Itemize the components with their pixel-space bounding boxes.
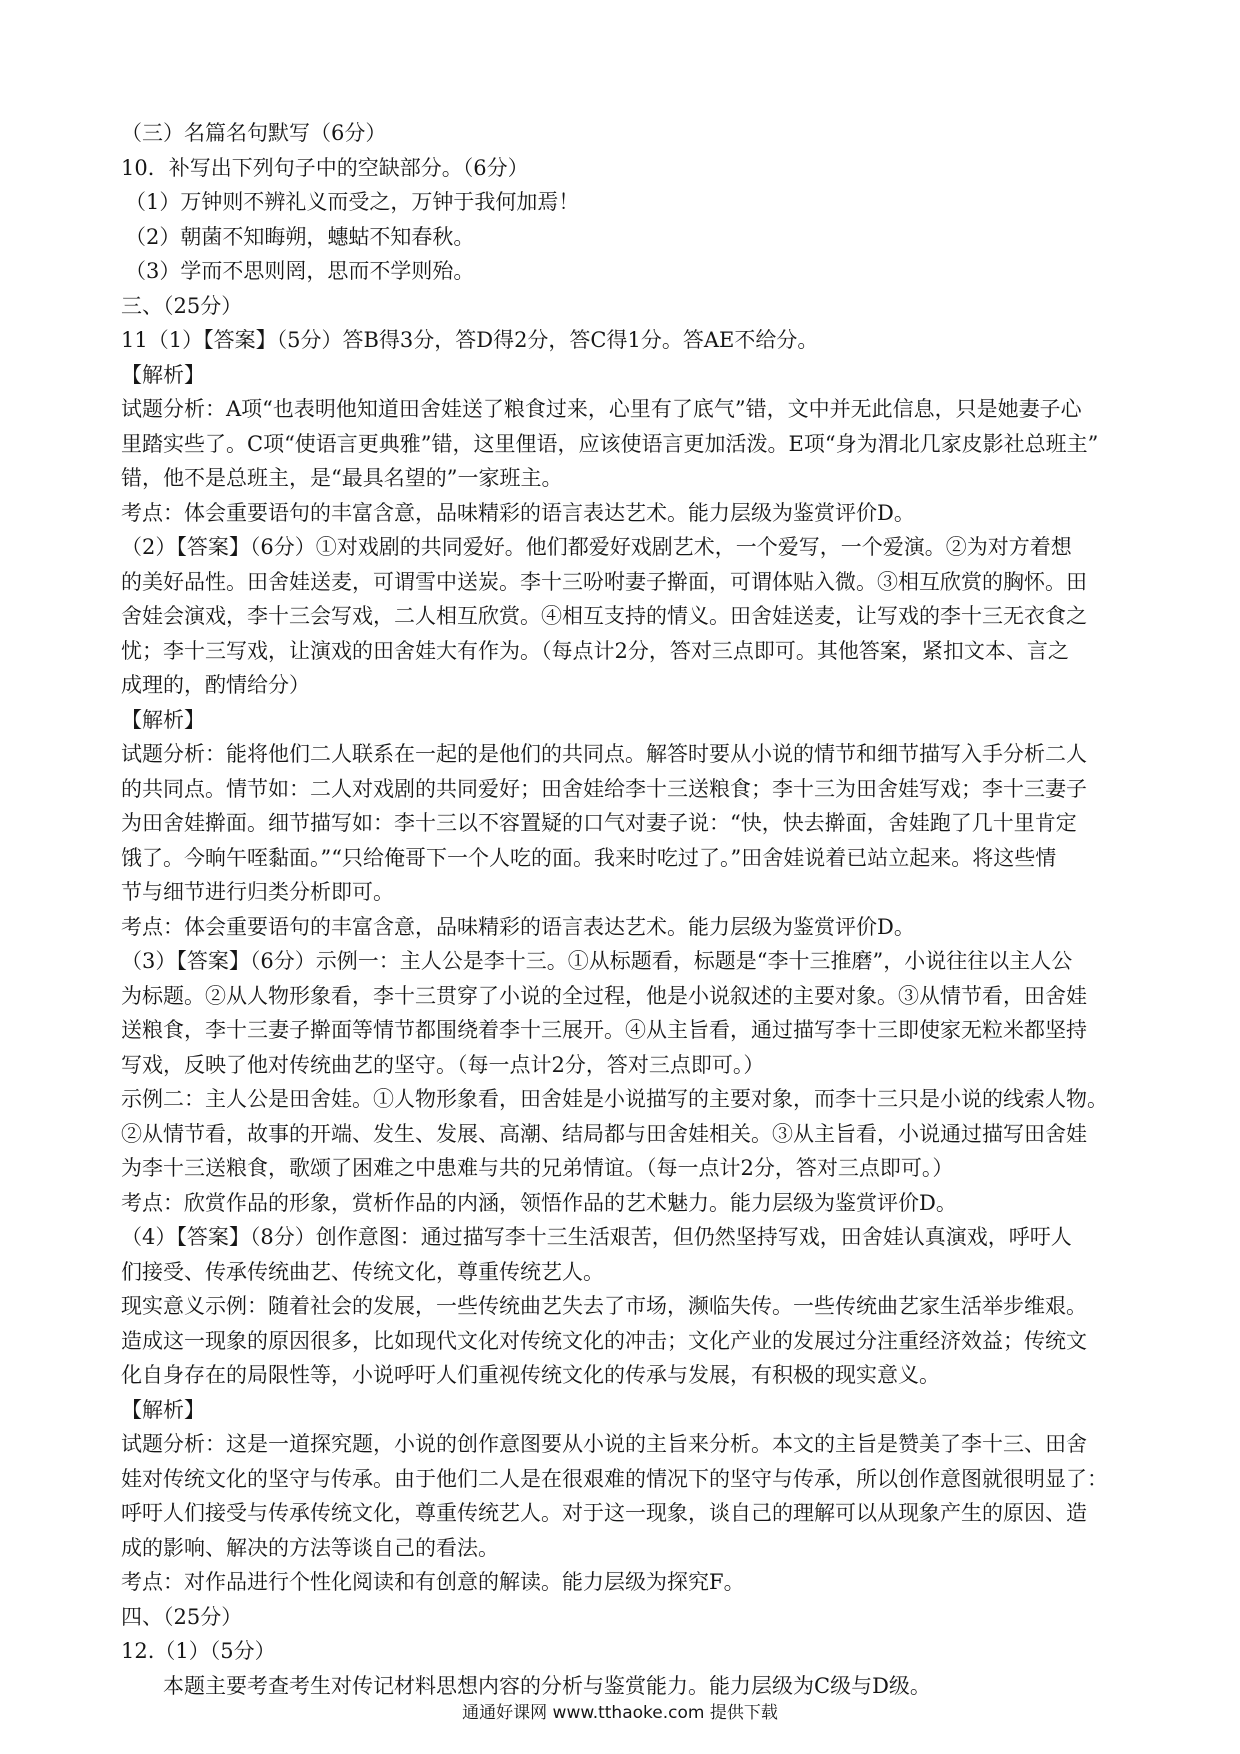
text-line: 娃对传统文化的坚守与传承。由于他们二人是在很艰难的情况下的坚守与传承，所以创作意图就很明显了： — [121, 1466, 1108, 1491]
question-heading: 11（1）【答案】（5分）答B得3分，答D得2分，答C得1分。答AE不给分。 — [121, 328, 819, 352]
text-line: 为标题。②从人物形象看，李十三贯穿了小说的全过程，他是小说叙述的主要对象。③从情节看，田舍娃 — [121, 983, 1087, 1008]
text-line: 成的影响、解决的方法等谈自己的看法。 — [121, 1535, 499, 1560]
text-line: 送粮食，李十三妻子擀面等情节都围绕着李十三展开。④从主旨看，通过描写李十三即使家无粒米都坚持 — [121, 1018, 1087, 1042]
text-line: 试题分析：A项“也表明他知道田舍娃送了粮食过来，心里有了底气”错，文中并无此信息，只是她妻子心 — [121, 397, 1082, 421]
text-line: 考点：欣赏作品的形象，赏析作品的内涵，领悟作品的艺术魅力。能力层级为鉴赏评价D。 — [121, 1190, 957, 1215]
text-line: （2）【答案】（6分）①对戏剧的共同爱好。他们都爱好戏剧艺术，一个爱写，一个爱演。②为对方着想 — [121, 535, 1072, 559]
text-line: （3）学而不思则罔，思而不学则殆。 — [125, 259, 475, 283]
text-line: 为田舍娃擀面。细节描写如：李十三以不容置疑的口气对妻子说：“快，快去擀面，舍娃跑了几十里肯定 — [121, 811, 1077, 835]
text-line: 示例二：主人公是田舍娃。①人物形象看，田舍娃是小说描写的主要对象，而李十三只是小说的线索人物。 — [121, 1087, 1108, 1111]
text-line: 化自身存在的局限性等，小说呼吁人们重视传统文化的传承与发展，有积极的现实意义。 — [121, 1363, 940, 1387]
text-line: 忧；李十三写戏，让演戏的田舍娃大有作为。（每点计2分，答对三点即可。其他答案，紧扣文本、言之 — [121, 638, 1069, 663]
text-line: （2）朝菌不知晦朔，蟪蛄不知春秋。 — [125, 224, 475, 249]
text-line: 舍娃会演戏，李十三会写戏，二人相互欣赏。④相互支持的情义。田舍娃送麦，让写戏的李十三无衣食之 — [121, 604, 1087, 628]
text-line: 本题主要考查考生对传记材料思想内容的分析与鉴赏能力。能力层级为C级与D级。 — [163, 1673, 931, 1698]
section-heading: 四、（25分） — [121, 1604, 243, 1629]
text-line: （1）万钟则不辨礼义而受之，万钟于我何加焉！ — [125, 190, 580, 214]
text-line: ②从情节看，故事的开端、发生、发展、高潮、结局都与田舍娃相关。③从主旨看，小说通过描写田舍娃 — [121, 1121, 1087, 1146]
text-line: 现实意义示例：随着社会的发展，一些传统曲艺失去了市场，濒临失传。一些传统曲艺家生活举步维艰。 — [121, 1294, 1087, 1318]
text-line: （3）【答案】（6分）示例一：主人公是李十三。①从标题看，标题是“李十三推磨”，小说往往以主人公 — [121, 949, 1073, 973]
text-line: 考点：体会重要语句的丰富含意，品味精彩的语言表达艺术。能力层级为鉴赏评价D。 — [121, 500, 915, 525]
text-line: 成理的，酌情给分） — [121, 673, 310, 697]
text-line: 造成这一现象的原因很多，比如现代文化对传统文化的冲击；文化产业的发展过分注重经济效益；传统文 — [121, 1328, 1087, 1353]
text-line: 呼吁人们接受与传承传统文化，尊重传统艺人。对于这一现象，谈自己的理解可以从现象产生的原因、造 — [121, 1501, 1087, 1525]
text-line: 的美好品性。田舍娃送麦，可谓雪中送炭。李十三吩咐妻子擀面，可谓体贴入微。③相互欣赏的胸怀。田 — [121, 569, 1087, 594]
question-heading: 10．补写出下列句子中的空缺部分。（6分） — [121, 155, 529, 180]
text-line: 考点：体会重要语句的丰富含意，品味精彩的语言表达艺术。能力层级为鉴赏评价D。 — [121, 914, 915, 939]
text-line: 们接受、传承传统曲艺、传统文化，尊重传统艺人。 — [121, 1259, 604, 1284]
text-line: 的共同点。情节如：二人对戏剧的共同爱好；田舍娃给李十三送粮食；李十三为田舍娃写戏；李十三妻子 — [121, 776, 1087, 801]
text-line: 饿了。今晌午咥黏面。”“只给俺哥下一个人吃的面。我来时吃过了。”田舍娃说着已站立起来。将这些情 — [121, 845, 1057, 870]
text-line: 试题分析：这是一道探究题，小说的创作意图要从小说的主旨来分析。本文的主旨是赞美了李十三、田舍 — [121, 1432, 1087, 1456]
analysis-label: 【解析】 — [121, 362, 205, 387]
text-line: 试题分析：能将他们二人联系在一起的是他们的共同点。解答时要从小说的情节和细节描写入手分析二人 — [121, 742, 1087, 766]
analysis-label: 【解析】 — [121, 1397, 205, 1422]
section-heading: （三）名篇名句默写（6分） — [121, 121, 387, 145]
page-footer: 通通好课网 www.tthaoke.com 提供下载 — [462, 1703, 778, 1723]
text-line: 里踏实些了。C项“使语言更典雅”错，这里俚语，应该使语言更加活泼。E项“身为渭北几家皮影社总班主” — [121, 431, 1099, 456]
answer-content — [121, 116, 1121, 1703]
text-line: 节与细节进行归类分析即可。 — [121, 880, 394, 904]
text-line: （4）【答案】（8分）创作意图：通过描写李十三生活艰苦，但仍然坚持写戏，田舍娃认真演戏，呼吁人 — [121, 1225, 1072, 1249]
text-line: 考点：对作品进行个性化阅读和有创意的解读。能力层级为探究F。 — [121, 1570, 745, 1594]
text-line: 错，他不是总班主，是“最具名望的”一家班主。 — [121, 466, 563, 490]
question-heading: 12.（1）（5分） — [121, 1639, 276, 1663]
text-line: 写戏，反映了他对传统曲艺的坚守。（每一点计2分，答对三点即可。） — [121, 1052, 765, 1077]
analysis-label: 【解析】 — [121, 707, 205, 732]
section-heading: 三、（25分） — [121, 293, 243, 318]
text-line: 为李十三送粮食，歌颂了困难之中患难与共的兄弟情谊。（每一点计2分，答对三点即可。） — [121, 1156, 954, 1180]
